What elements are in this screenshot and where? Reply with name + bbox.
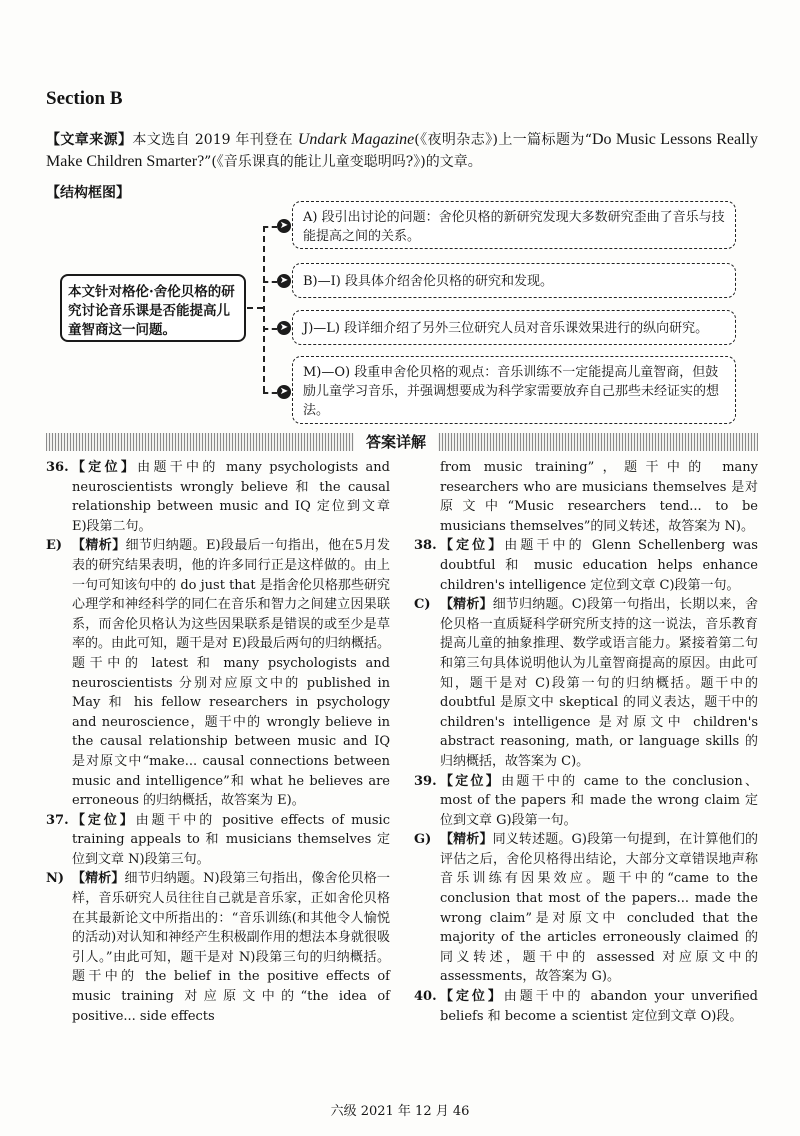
item-tag: 【定位】 bbox=[440, 538, 505, 554]
item-text: 细节归纳题。E)段最后一句指出，他在5月发表的研究结果表明，他的许多同行正是这样做的。由上一句可知该句中的 do just that 是指舍伦贝格那些研究心理学和神经科学的同仁在音乐和智力之间建立因果联系，而舍伦贝格认为这些因果联系是错误的或至少是草率的。由此可知，题干是对 E)段最后两句的归纳概括。题干中的 latest 和 many psychologists and neuroscientists 分别对应原文中的 published in May 和 his fellow researchers in psychology and neuroscience，题干中的 wrongly believe in the causal relationship between music and IQ 是对原文中“make... causal connections between music and intelligence”和 what he believes are erroneous 的归纳概括，故答案为 E)。 bbox=[72, 538, 390, 809]
item-text: 由题干中的 Glenn Schellenberg was doubtful 和 music education helps enhance children's intelligence 定位到文章 C)段第一句。 bbox=[440, 538, 758, 593]
item-text: 由题干中的 many psychologists and neuroscientists wrongly believe 和 the causal relationship between music and IQ 定位到文章 E)段第二句。 bbox=[72, 460, 390, 534]
item-tag: 【精析】 bbox=[440, 832, 493, 848]
branch-box-3: J)—L) 段详细介绍了另外三位研究人员对音乐课效果进行的纵向研究。 bbox=[292, 310, 736, 345]
answer-item bbox=[414, 830, 758, 987]
item-label: 36. bbox=[46, 460, 69, 475]
answer-item bbox=[414, 772, 758, 831]
source-text-after: ”(《音乐课真的能让儿童变聪明吗?》)的文章。 bbox=[204, 154, 482, 170]
answer-item bbox=[414, 458, 758, 536]
item-label: E) bbox=[46, 538, 63, 554]
answer-item bbox=[46, 869, 390, 1026]
connector-main bbox=[247, 307, 263, 309]
item-label: 37. bbox=[46, 812, 69, 828]
connector-1 bbox=[263, 226, 277, 228]
item-tag: 【精析】 bbox=[440, 597, 493, 613]
item-text: from music training”，题干中的 many researchers who are musicians themselves 是对原文中“Music researchers tend... to be musicians themselves”的同义转述，故答案为 N)。 bbox=[440, 460, 758, 534]
connector-4 bbox=[263, 392, 277, 394]
connector-trunk bbox=[263, 226, 265, 392]
answer-item bbox=[414, 987, 758, 1026]
magazine-name: Undark Magazine bbox=[297, 131, 415, 148]
item-text: 由题干中的 abandon your unverified beliefs 和 become a scientist 定位到文章 O)段。 bbox=[440, 989, 758, 1024]
connector-2 bbox=[263, 281, 277, 283]
arrow-circle-icon: ➤ bbox=[277, 321, 291, 335]
item-label: 39. bbox=[414, 773, 437, 789]
item-label: N) bbox=[46, 871, 65, 887]
item-tag: 【定位】 bbox=[72, 812, 136, 828]
item-tag: 【精析】 bbox=[72, 538, 126, 554]
connector-3 bbox=[263, 328, 277, 330]
left-column bbox=[46, 458, 390, 1026]
right-column bbox=[414, 458, 758, 1026]
answer-item bbox=[46, 458, 390, 536]
answer-item bbox=[414, 536, 758, 595]
arrow-circle-icon: ➤ bbox=[277, 219, 291, 233]
article-source bbox=[46, 129, 758, 173]
answer-item bbox=[414, 595, 758, 771]
arrow-circle-icon: ➤ bbox=[277, 385, 291, 399]
item-label: 40. bbox=[414, 989, 437, 1005]
source-text-mid: (《夜明杂志》)上一篇标题为“ bbox=[414, 132, 592, 148]
frame-heading: 【结构框图】 bbox=[46, 185, 130, 201]
item-label: G) bbox=[414, 832, 432, 848]
answer-item bbox=[46, 536, 390, 810]
page-footer: 六级 2021 年 12 月 46 bbox=[330, 1104, 470, 1119]
arrow-circle-icon: ➤ bbox=[277, 274, 291, 288]
item-tag: 【定位】 bbox=[440, 773, 502, 789]
source-tag: 【文章来源】 bbox=[46, 132, 133, 148]
branch-box-1: A) 段引出讨论的问题：舍伦贝格的新研究发现大多数研究歪曲了音乐与技能提高之间的关系。 bbox=[292, 201, 736, 249]
answer-item bbox=[46, 811, 390, 870]
item-tag: 【精析】 bbox=[72, 871, 125, 887]
main-topic-box: 本文针对格伦·舍伦贝格的研究讨论音乐课是否能提高儿童智商这一问题。 bbox=[60, 274, 246, 342]
item-text: 同义转述题。G)段第一句提到，在计算他们的评估之后，舍伦贝格得出结论，大部分文章错误地声称音乐训练有因果效应。题干中的“came to the conclusion that most of the papers... made the wrong claim”是对原文中 concluded that the majority of the articles erroneously claimed 的同义转述，题干中的 assessed 对应原文中的 assessments，故答案为 G)。 bbox=[440, 832, 758, 985]
article-title: Do Music Lessons Really Make Children Smarter? bbox=[46, 131, 759, 170]
section-title: Section B bbox=[46, 88, 123, 109]
item-tag: 【定位】 bbox=[440, 989, 504, 1005]
item-tag: 【定位】 bbox=[72, 460, 138, 475]
item-label: C) bbox=[414, 597, 431, 613]
branch-box-4: M)—O) 段重申舍伦贝格的观点：音乐训练不一定能提高儿童智商，但鼓励儿童学习音乐，并强调想要成为科学家需要放弃自己那些未经证实的想法。 bbox=[292, 356, 736, 424]
item-text: 由题干中的 came to the conclusion、most of the papers 和 made the wrong claim 定位到文章 G)段第一句。 bbox=[440, 773, 758, 828]
source-text-before: 本文选自 2019 年刊登在 bbox=[132, 132, 298, 148]
answers-title: 答案详解 bbox=[354, 432, 438, 452]
branch-box-2: B)—I) 段具体介绍舍伦贝格的研究和发现。 bbox=[292, 263, 736, 298]
item-text: 由题干中的 positive effects of music training appeals to 和 musicians themselves 定位到文章 N)段第三句。 bbox=[72, 812, 390, 867]
item-text: 细节归纳题。N)段第三句指出，像舍伦贝格一样，音乐研究人员往往自己就是音乐家，正如舍伦贝格在其最新论文中所指出的：“音乐训练(和其他令人愉悦的活动)对认知和神经产生积极副作用的想法本身就很吸引人。”由此可知，题干是对 N)段第三句的归纳概括。题干中的 the belief in the positive effects of music training 对应原文中的“the idea of positive... side effects bbox=[72, 871, 390, 1024]
item-label: 38. bbox=[414, 538, 437, 554]
item-text: 细节归纳题。C)段第一句指出，长期以来，舍伦贝格一直质疑科学研究所支持的这一说法，音乐教育提高儿童的抽象推理、数学或语言能力。紧接着第二句和第三句具体说明他认为儿童智商提高的原因。由此可知，题干是对 C)段第一句的归纳概括。题干中的 doubtful 是原文中 skeptical 的同义表达，题干中的 children's intelligence 是对原文中 children's abstract reasoning, math, or language skills 的归纳概括，故答案为 C)。 bbox=[440, 597, 758, 769]
